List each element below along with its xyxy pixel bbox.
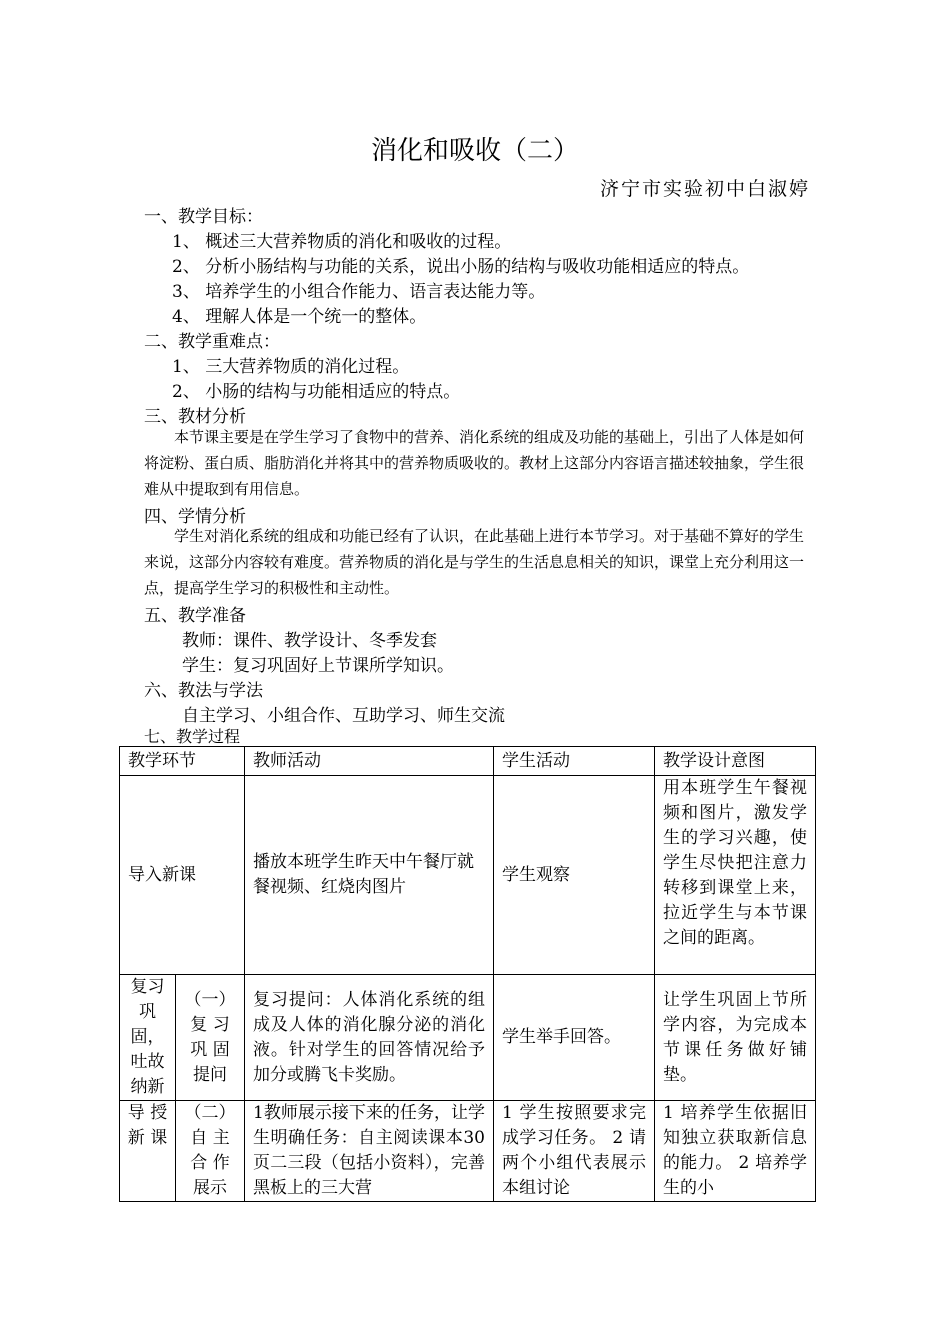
- section-heading-key-points: 二、教学重难点：: [144, 332, 280, 352]
- objective-item: 4、 理解人体是一个统一的整体。: [172, 307, 427, 327]
- table-header-cell: 教学环节: [120, 747, 245, 776]
- teaching-process-table: [119, 746, 816, 1202]
- teacher-preparation: 教师：课件、教学设计、冬季发套: [182, 631, 437, 651]
- section-heading-students: 四、学情分析: [144, 507, 246, 527]
- stage-cell: 复习巩固，吐故纳新: [120, 975, 176, 1101]
- page-title: 消化和吸收（二）: [370, 136, 579, 166]
- student-preparation: 学生：复习巩固好上节课所学知识。: [182, 656, 454, 676]
- table-row: [120, 776, 816, 975]
- objective-item: 1、 概述三大营养物质的消化和吸收的过程。: [172, 232, 512, 252]
- student-activity-cell: 学生观察: [494, 776, 655, 975]
- table-header-cell: 学生活动: [494, 747, 655, 776]
- intent-cell: 用本班学生午餐视频和图片，激发学生的学习兴趣，使学生尽快把注意力转移到课堂上来，拉近学生与本节课之间的距离。: [655, 776, 816, 975]
- stage-cell: 导入新课: [120, 776, 245, 975]
- key-point-item: 1、 三大营养物质的消化过程。: [172, 357, 410, 377]
- teacher-activity-cell: 播放本班学生昨天中午餐厅就餐视频、红烧肉图片: [245, 776, 494, 975]
- table-header-row: [120, 747, 816, 776]
- objective-item: 3、 培养学生的小组合作能力、语言表达能力等。: [172, 282, 546, 302]
- methods-text: 自主学习、小组合作、互助学习、师生交流: [182, 706, 505, 726]
- table-row: [120, 1101, 816, 1202]
- teacher-activity-cell: 1教师展示接下来的任务，让学生明确任务：自主阅读课本30页二三段（包括小资料），完善黑板上的三大营: [245, 1101, 494, 1202]
- intent-cell: 1 培养学生依据旧知独立获取新信息的能力。 2 培养学生的小: [655, 1101, 816, 1202]
- stage-cell: 导 授 新 课: [120, 1101, 176, 1202]
- textbook-analysis-text: 本节课主要是在学生学习了食物中的营养、消化系统的组成及功能的基础上，引出了人体是如何将淀粉、蛋白质、脂肪消化并将其中的营养物质吸收的。教材上这部分内容语言描述较抽象，学生很难从中提取到有用信息。: [144, 428, 805, 498]
- section-heading-preparation: 五、教学准备: [144, 606, 246, 626]
- teacher-activity-cell: 复习提问：人体消化系统的组成及人体的消化腺分泌的消化液。针对学生的回答情况给予加分或腾飞卡奖励。: [245, 975, 494, 1101]
- student-activity-cell: 1 学生按照要求完成学习任务。 2 请两个小组代表展示本组讨论: [494, 1101, 655, 1202]
- sub-stage-cell: （二） 自 主 合 作 展示: [176, 1101, 245, 1202]
- sub-stage-cell: （一）复 习 巩 固 提问: [176, 975, 245, 1101]
- table-row: [120, 975, 816, 1101]
- table-header-cell: 教师活动: [245, 747, 494, 776]
- section-heading-objectives: 一、教学目标：: [144, 207, 263, 227]
- key-point-item: 2、 小肠的结构与功能相适应的特点。: [172, 382, 461, 402]
- table-header-cell: 教学设计意图: [655, 747, 816, 776]
- author-line: 济宁市实验初中白淑婷: [599, 178, 810, 200]
- objective-item: 2、 分析小肠结构与功能的关系，说出小肠的结构与吸收功能相适应的特点。: [172, 257, 750, 277]
- student-activity-cell: 学生举手回答。: [494, 975, 655, 1101]
- section-heading-methods: 六、教法与学法: [144, 681, 263, 701]
- intent-cell: 让学生巩固上节所学内容，为完成本节课任务做好铺垫。: [655, 975, 816, 1101]
- student-analysis-text: 学生对消化系统的组成和功能已经有了认识，在此基础上进行本节学习。对于基础不算好的学生来说，这部分内容较有难度。营养物质的消化是与学生的生活息息相关的知识，课堂上充分利用这一点，提高学生学习的积极性和主动性。: [144, 527, 805, 597]
- section-heading-textbook: 三、教材分析: [144, 407, 246, 427]
- section-heading-process: 七、教学过程: [144, 727, 241, 746]
